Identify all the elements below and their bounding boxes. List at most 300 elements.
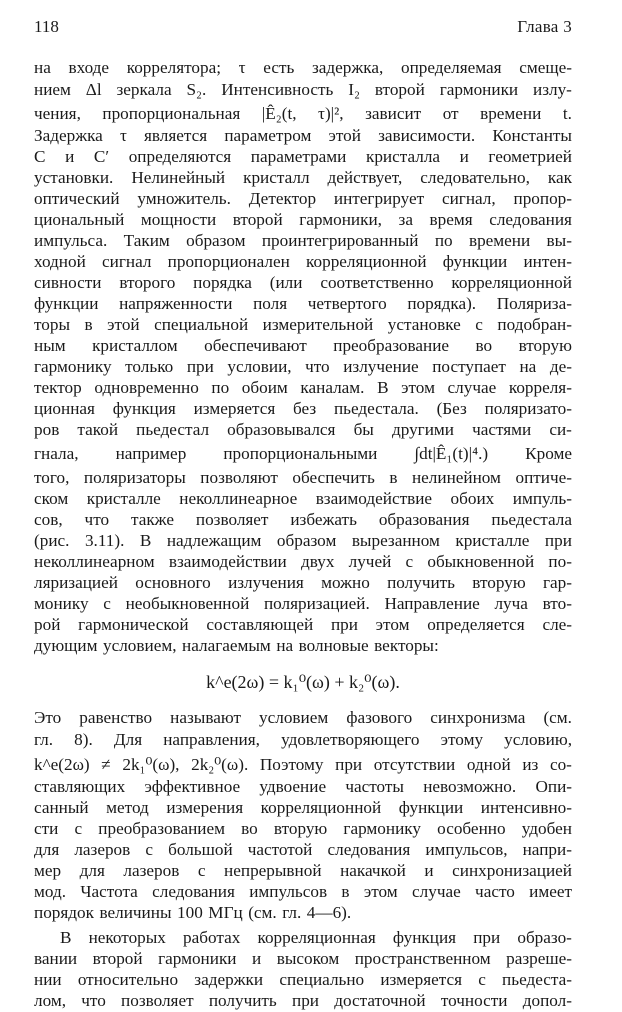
word: В [377,378,389,397]
word: оптический [34,189,120,208]
word: вторую [273,819,328,838]
word: за [398,210,413,229]
text-line [34,230,572,252]
word: время [429,210,473,229]
word: Нелинейный [131,168,226,187]
word: параметрами [250,147,347,166]
word: поляризато- [484,399,572,418]
word: пропорционален [167,252,290,271]
word: ∫dt|Ê₁(t)|⁴.) [414,444,489,463]
word: бы [353,420,374,439]
text-line [34,572,572,594]
word: напряженности [119,294,233,313]
word: проинтегрированный [261,231,419,250]
word: импульса. [34,231,108,250]
equation: k^e(2ω) = k₁⁰(ω) + k₂⁰(ω). [206,672,400,692]
word: гармонической [78,615,189,634]
word: следования [327,840,411,859]
word: измерительной [262,315,374,334]
word: преобразованием [98,819,225,838]
text-line [34,729,572,751]
word: неколлинеарном [34,552,155,571]
word: монику [34,594,89,613]
word: интегрирует [333,189,425,208]
word: си- [549,420,572,439]
word: лазеров [123,861,180,880]
word: функции [398,798,464,817]
text-line [34,103,572,125]
word: В [139,531,152,550]
word: при [292,991,320,1010]
word: умножитель. [137,189,231,208]
word: установки. [34,168,114,187]
word: нием [34,80,71,99]
word: τ [238,58,246,77]
word: действует, [327,168,403,187]
word: с [405,552,414,571]
word: вы- [546,231,572,250]
word: зависимости. [378,126,476,145]
word: I₂ [348,80,360,99]
word: сигнал [102,252,152,271]
word: |Ê₂(t, [261,104,297,123]
word: луча [494,594,528,613]
word: большой [168,840,233,859]
word: без [293,399,317,418]
text-line [34,776,572,798]
word: сивности [34,273,102,292]
text-line [34,551,572,573]
word: также [130,510,174,529]
word: мод. [34,882,67,901]
word: позволяют [200,468,278,487]
word: гл. [282,903,302,922]
word: что [305,357,330,376]
chapter-title: Глава 3 [517,17,572,36]
word: Поляриза- [496,294,572,313]
word: 2k₂⁰(ω). [191,755,249,774]
word: следования [489,210,572,229]
word: во [241,819,258,838]
word: вторую [472,573,526,592]
word: поляризаторы [83,468,186,487]
text-line [34,969,572,991]
text-line [34,467,572,489]
word: зеркала [116,80,172,99]
word: рой [34,615,61,634]
word: с [475,315,483,334]
word: случае [412,882,461,901]
text-line [34,509,572,531]
text-line [34,530,572,552]
word: отсутствии [373,755,456,774]
word: ров [34,420,60,439]
word: ционная [34,399,95,418]
word: ском [34,489,69,508]
word: определяются [128,147,232,166]
word: и [252,949,262,968]
text-line [34,251,572,273]
word: по [211,378,230,397]
word: основного [135,573,211,592]
word: гл. [34,730,54,749]
word: имеет [529,882,572,901]
word: ляризацией [34,573,118,592]
word: при [335,755,363,774]
word: пропорциональная [102,104,241,123]
word: образом [276,531,337,550]
word: k^e(2ω) [34,755,90,774]
text-line [34,593,572,615]
word: интенсивно- [480,798,572,817]
word: лучей [348,552,392,571]
word: второй [92,949,143,968]
word: удовлетворяющего [281,730,420,749]
word: импульсов, [425,840,508,859]
word: что [81,991,106,1010]
word: получить [387,573,456,592]
word: функции [34,294,99,313]
word: невозможно. [423,777,517,796]
word: из [522,755,539,774]
text-line [34,356,572,378]
word: преобразование [333,336,450,355]
word: функция [112,399,176,418]
word: образо- [517,928,572,947]
word: МГц [208,903,243,922]
word: сигнал, [441,189,496,208]
word: неколлинеарное [179,489,298,508]
text-line [34,839,572,861]
text-line [34,754,572,776]
word: определяемая [400,58,502,77]
word: оптиче- [515,468,572,487]
word: второго [119,273,176,292]
word: необыкновенной [125,594,250,613]
word: порядка [193,273,252,292]
word: кристалле [86,489,161,508]
word: по [434,231,453,250]
word: избежать [290,510,357,529]
word: с [145,840,153,859]
word: торы [34,315,71,334]
word: корреляционная [257,928,376,947]
word: на [276,636,294,655]
word: работах [183,928,241,947]
word: в [341,882,350,901]
word: является [144,126,208,145]
word: обеспечивают [204,336,307,355]
word: такой [77,420,119,439]
word: на [34,58,51,77]
word: τ)|², [318,104,344,123]
word: (см. [248,903,277,922]
word: условии, [227,357,292,376]
word: вто- [542,594,572,613]
word: позволяет [195,510,269,529]
text-line [34,188,572,210]
word: взаимодействие [315,489,433,508]
word: пьедеста- [502,970,572,989]
word: для [79,861,105,880]
word: на [519,357,537,376]
word: по- [548,552,572,571]
word: только [125,357,174,376]
word: при [186,357,214,376]
word: определяется [427,615,525,634]
text-line [34,902,572,924]
word: пьедестала [491,510,572,529]
word: 100 [177,903,203,922]
text-line [34,335,572,357]
word: параметром [224,126,312,145]
word: Направление [384,594,480,613]
word: Опи- [535,777,572,796]
word: кристалл [243,168,310,187]
word: пространственном [354,949,491,968]
word: (Без [436,399,467,418]
word: гнала, [34,444,79,463]
word: Частота [80,882,138,901]
word: например [115,444,187,463]
word: можно [321,573,370,592]
word: Задержка [34,126,103,145]
word: величины [99,903,172,922]
text-line [34,377,572,399]
word: порядка). [407,294,477,313]
word: вторую [518,336,572,355]
word: четвертого [307,294,387,313]
word: надлежащим [166,531,262,550]
word: подобран- [497,315,572,334]
word: 4—6). [306,903,352,922]
word: мер [34,861,62,880]
word: входе [68,58,110,77]
word: задержки [194,970,264,989]
word: коррелятора; [126,58,221,77]
word: излучения [228,573,304,592]
word: во [475,336,493,355]
word: пьедестал [136,420,210,439]
word: и [65,147,75,166]
word: образовывался [227,420,336,439]
word: при [330,615,358,634]
text-line [34,614,572,636]
word: каналам. [300,378,365,397]
word: того, [34,468,70,487]
word: вырезанном [351,531,440,550]
word: τ [119,126,127,145]
word: следовательно, [420,168,530,187]
text-line [34,635,572,657]
word: Таким [123,231,170,250]
word: времени [468,231,531,250]
word: зависит [365,104,422,123]
word: разреше- [506,949,572,968]
word: и [459,147,469,166]
word: удвоение [259,777,327,796]
word: синхронизма [430,708,526,727]
word: частями [472,420,532,439]
word: позволяет [121,991,194,1010]
word: пропор- [513,189,572,208]
word: получить [208,991,277,1010]
word: называют [170,708,241,727]
word: тектор [34,378,82,397]
word: установке [387,315,461,334]
word: этой [328,126,361,145]
word: лазеров [74,840,131,859]
word: кристаллом [92,336,178,355]
text-line [34,948,572,970]
word: импульсов [249,882,328,901]
word: пропорциональными [223,444,378,463]
word: C′ [93,147,110,166]
word: гар- [542,573,572,592]
word: образования [378,510,470,529]
word: этом [401,378,435,397]
word: гармонику [343,819,422,838]
word: фазового [346,708,413,727]
word: лом, [34,991,67,1010]
text-line [34,881,572,903]
word: Детектор [248,189,317,208]
word: t. [562,104,572,123]
word: кристалла [365,147,441,166]
word: условием, [103,636,177,655]
text-line [34,818,572,840]
word: этом [363,882,398,901]
word: импуль- [512,489,572,508]
word: интен- [523,252,572,271]
word: с [197,861,206,880]
word: Δl [85,80,102,99]
word: кристалле [455,531,530,550]
word: соответственно [320,273,434,292]
word: Для [113,730,143,749]
word: (рис. [34,531,70,550]
word: В [60,928,72,947]
word: этому [440,730,484,749]
word: гармоники [158,949,237,968]
text-line [34,797,572,819]
word: ≠ [101,755,111,774]
word: чения, [34,104,81,123]
word: 2k₁⁰(ω), [122,755,180,774]
text-line [34,57,572,79]
word: накачкой [340,861,406,880]
word: при [473,928,501,947]
word: налагаемым [182,636,271,655]
word: времени [480,104,542,123]
word: циональный [34,210,125,229]
word: волновые [298,636,369,655]
word: измерения [166,798,244,817]
word: одновременно [94,378,199,397]
word: поступает [432,357,506,376]
word: что [84,510,110,529]
text-line [34,167,572,189]
word: дующим [34,636,98,655]
word: условию, [504,730,572,749]
word: сле- [542,615,572,634]
text-line [34,707,572,729]
word: с [74,819,83,838]
word: Константы [492,126,572,145]
word: есть [263,58,295,77]
word: 8). [74,730,93,749]
word: точности [440,991,508,1010]
word: от [442,104,459,123]
word: гармонику [34,357,112,376]
word: двух [300,552,335,571]
word: со- [549,755,572,774]
word: допол- [522,991,572,1010]
word: излучение [343,357,419,376]
word: взаимодействии [168,552,287,571]
word: одной [466,755,511,774]
word: векторы: [374,636,439,655]
word: пьедестала. [333,399,419,418]
word: другими [391,420,454,439]
word: сти [34,819,59,838]
word: корреляционной [306,252,427,271]
word: геометрией [488,147,572,166]
word: этой [107,315,140,334]
word: случае [447,378,497,397]
word: с [103,594,111,613]
word: часто [475,882,515,901]
word: достаточной [334,991,426,1010]
word: измеряется [380,970,462,989]
word: частотой [247,840,313,859]
text-line [34,293,572,315]
word: условием [259,708,329,727]
word: измеряется [193,399,276,418]
word: в [84,315,93,334]
text-line [34,146,572,168]
word: равенство [79,708,153,727]
word: непрерывной [224,861,322,880]
word: как [547,168,572,187]
word: ным [34,336,66,355]
word: поляризацией. [263,594,370,613]
word: напри- [522,840,572,859]
word: смеще- [519,58,572,77]
text-line [60,927,572,949]
text-line [34,209,572,231]
word: 3.11). [84,531,125,550]
word: Это [34,708,62,727]
page-number: 118 [34,17,59,36]
text-line [34,79,572,101]
word: метод [106,798,149,817]
word: образом [186,231,246,250]
word: функция [392,928,457,947]
word: обыкновенной [427,552,535,571]
word: нии [34,970,62,989]
word: при [544,531,572,550]
word: де- [549,357,572,376]
word: порядок [34,903,94,922]
word: обоих [450,489,495,508]
word: корреляционной [451,273,572,292]
word: Интенсивность [221,80,334,99]
word: функции [442,252,508,271]
word: мощности [140,210,217,229]
text-line [34,860,572,882]
text-line [34,443,572,465]
